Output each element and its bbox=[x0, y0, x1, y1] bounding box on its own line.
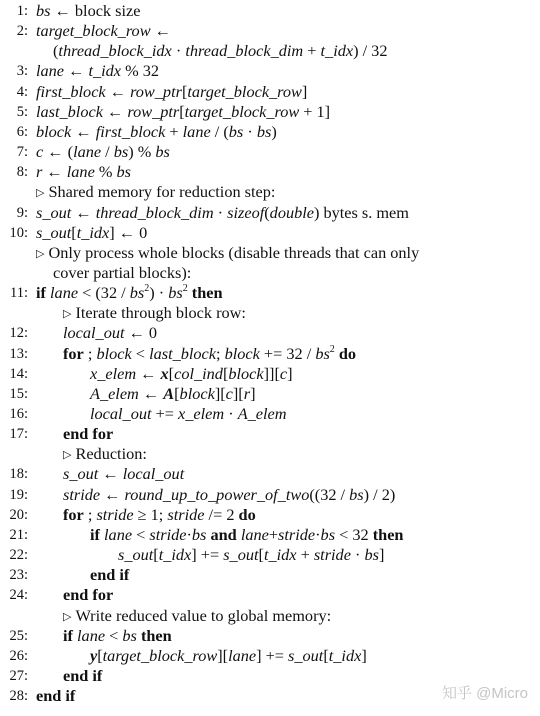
line-code: ▷ Only process whole blocks (disable threads that can only bbox=[36, 242, 420, 262]
line-number: 13: bbox=[9, 345, 28, 362]
algorithm-line bbox=[0, 41, 540, 61]
line-code: if lane < bs then bbox=[63, 625, 172, 645]
line-number: 23: bbox=[9, 567, 28, 584]
algorithm-line bbox=[0, 203, 540, 223]
algorithm-line bbox=[0, 344, 540, 364]
algorithm-line bbox=[0, 122, 540, 142]
algorithm-line bbox=[0, 505, 540, 525]
line-code: lane ← t_idx % 32 bbox=[36, 61, 159, 81]
line-code: end for bbox=[63, 585, 114, 605]
algorithm-line bbox=[0, 162, 540, 182]
algorithm-line bbox=[0, 585, 540, 605]
line-number: 24: bbox=[9, 587, 28, 604]
algorithm-line bbox=[0, 21, 540, 41]
line-number: 7: bbox=[16, 144, 28, 161]
algorithm-line bbox=[0, 82, 540, 102]
line-code: if lane < stride·bs and lane+stride·bs < 32 then bbox=[90, 524, 404, 544]
algorithm-line bbox=[0, 61, 540, 81]
algorithm-line bbox=[0, 323, 540, 343]
algorithm-line bbox=[0, 545, 540, 565]
line-number: 22: bbox=[9, 547, 28, 564]
line-number: 10: bbox=[9, 224, 28, 241]
line-code: local_out ← 0 bbox=[63, 323, 158, 343]
line-code: ▷ Reduction: bbox=[63, 444, 147, 464]
algorithm-line bbox=[0, 263, 540, 283]
line-code: (thread_block_idx · thread_block_dim + t_idx) / 32 bbox=[53, 41, 388, 61]
line-code: target_block_row ← bbox=[36, 21, 171, 41]
line-number: 25: bbox=[9, 627, 28, 644]
algorithm-line bbox=[0, 646, 540, 666]
line-code: end if bbox=[90, 565, 130, 585]
line-code: end if bbox=[63, 665, 103, 685]
algorithm-line bbox=[0, 1, 540, 21]
line-number: 9: bbox=[16, 204, 28, 221]
line-code: end for bbox=[63, 424, 114, 444]
line-code: last_block ← row_ptr[target_block_row + 1] bbox=[36, 101, 331, 121]
algorithm-line bbox=[0, 283, 540, 303]
watermark: 知乎 @Micro bbox=[441, 685, 528, 702]
line-code: s_out[t_idx] += s_out[t_idx + stride · bs] bbox=[118, 545, 385, 565]
line-number: 21: bbox=[9, 526, 28, 543]
line-number: 17: bbox=[9, 426, 28, 443]
algorithm-line bbox=[0, 404, 540, 424]
line-code: end if bbox=[36, 686, 76, 706]
algorithm-line bbox=[0, 102, 540, 122]
line-code: ▷ Write reduced value to global memory: bbox=[63, 605, 332, 625]
line-code: s_out ← thread_block_dim · sizeof(double) bytes s. mem bbox=[36, 202, 409, 222]
line-number: 16: bbox=[9, 406, 28, 422]
algorithm-line bbox=[0, 606, 540, 626]
algorithm-line bbox=[0, 142, 540, 162]
line-code: if lane < $(32 / bs^2) \cdot bs^2$ then bbox=[36, 283, 223, 303]
algorithm-line bbox=[0, 223, 540, 243]
algorithm-line bbox=[0, 464, 540, 484]
line-number: 1: bbox=[16, 3, 28, 19]
line-number: 19: bbox=[9, 486, 28, 503]
line-number: 11: bbox=[10, 285, 28, 302]
algorithm-line bbox=[0, 364, 540, 384]
line-number: 28: bbox=[9, 688, 28, 705]
line-number: 26: bbox=[9, 647, 28, 664]
algorithm-line bbox=[0, 626, 540, 646]
line-number: 14: bbox=[9, 365, 28, 382]
algorithm-line bbox=[0, 525, 540, 545]
line-number: 5: bbox=[16, 103, 28, 120]
algorithm-line bbox=[0, 384, 540, 404]
line-number: 3: bbox=[16, 63, 28, 80]
line-number: 12: bbox=[9, 325, 28, 342]
line-number: 18: bbox=[9, 466, 28, 483]
algorithm-line bbox=[0, 424, 540, 444]
line-code: cover partial blocks): bbox=[53, 262, 192, 282]
line-code: local_out += x_elem · A_elem bbox=[90, 404, 287, 423]
line-code: y[target_block_row][lane] += s_out[t_idx] bbox=[90, 645, 367, 665]
algorithm-line bbox=[0, 303, 540, 323]
line-number: 2: bbox=[16, 23, 28, 40]
line-number: 4: bbox=[16, 83, 28, 100]
line-number: 6: bbox=[16, 123, 28, 140]
line-code: r ← lane % bs bbox=[36, 162, 131, 182]
algorithm-line bbox=[0, 444, 540, 464]
line-code: x_elem ← x[col_ind[block]][c] bbox=[90, 363, 293, 383]
line-code: c ← (lane / bs) % bs bbox=[36, 142, 170, 162]
algorithm-line bbox=[0, 485, 540, 505]
line-code: s_out ← local_out bbox=[63, 464, 185, 484]
line-code: for ; stride ≥ 1; stride /= 2 do bbox=[63, 504, 256, 524]
line-code: first_block ← row_ptr[target_block_row] bbox=[36, 81, 308, 101]
line-number: 27: bbox=[9, 667, 28, 684]
algorithm-line bbox=[0, 182, 540, 202]
line-code: A_elem ← A[block][c][r] bbox=[90, 383, 256, 403]
line-code: ▷ Shared memory for reduction step: bbox=[36, 182, 276, 202]
line-code: for ; block < last_block; block += $32 / bs^2$ do bbox=[63, 343, 357, 363]
line-code: block ← first_block + lane / (bs · bs) bbox=[36, 121, 277, 141]
line-code: stride ← round_up_to_power_of_two((32 / bs) / 2) bbox=[63, 484, 396, 504]
line-number: 15: bbox=[9, 385, 28, 402]
algorithm-line bbox=[0, 243, 540, 263]
algorithm-line bbox=[0, 565, 540, 585]
line-code: ▷ Iterate through block row: bbox=[63, 303, 246, 323]
line-number: 8: bbox=[16, 164, 28, 181]
line-number: 20: bbox=[9, 506, 28, 523]
line-code: s_out[t_idx] ← 0 bbox=[36, 222, 148, 242]
line-code: bs ← block size bbox=[36, 1, 141, 20]
